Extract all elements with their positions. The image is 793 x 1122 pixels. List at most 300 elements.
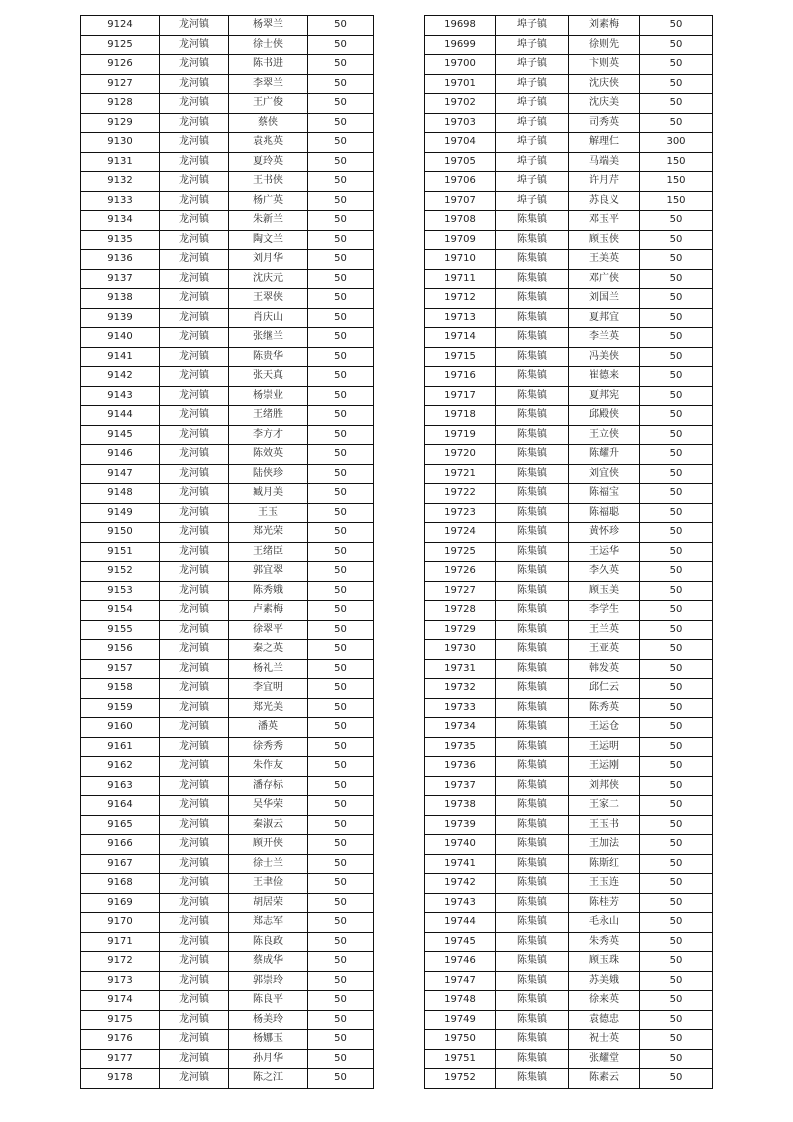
town-cell: 龙河镇 bbox=[160, 562, 229, 582]
id-cell: 9147 bbox=[81, 464, 160, 484]
id-cell: 19724 bbox=[425, 523, 496, 543]
name-cell: 秦之英 bbox=[229, 640, 308, 660]
name-cell: 夏玲英 bbox=[229, 152, 308, 172]
name-cell: 郭宜翠 bbox=[229, 562, 308, 582]
table-row bbox=[81, 542, 374, 562]
table-row bbox=[81, 16, 374, 36]
id-cell: 9158 bbox=[81, 679, 160, 699]
amount-cell: 50 bbox=[308, 523, 374, 543]
name-cell: 陈贵华 bbox=[229, 347, 308, 367]
table-row bbox=[425, 932, 713, 952]
id-cell: 9173 bbox=[81, 971, 160, 991]
town-cell: 陈集镇 bbox=[496, 776, 569, 796]
table-row bbox=[425, 445, 713, 465]
name-cell: 袁德忠 bbox=[569, 1010, 640, 1030]
table-row bbox=[425, 250, 713, 270]
town-cell: 陈集镇 bbox=[496, 952, 569, 972]
id-cell: 19718 bbox=[425, 406, 496, 426]
amount-cell: 50 bbox=[640, 113, 713, 133]
amount-cell: 50 bbox=[308, 386, 374, 406]
id-cell: 9139 bbox=[81, 308, 160, 328]
id-cell: 19698 bbox=[425, 16, 496, 36]
amount-cell: 50 bbox=[308, 269, 374, 289]
name-cell: 朱秀英 bbox=[569, 932, 640, 952]
name-cell: 陈之江 bbox=[229, 1069, 308, 1089]
town-cell: 龙河镇 bbox=[160, 523, 229, 543]
id-cell: 9168 bbox=[81, 874, 160, 894]
name-cell: 刘月华 bbox=[229, 250, 308, 270]
name-cell: 夏邦宪 bbox=[569, 386, 640, 406]
id-cell: 9125 bbox=[81, 35, 160, 55]
town-cell: 龙河镇 bbox=[160, 269, 229, 289]
town-cell: 陈集镇 bbox=[496, 406, 569, 426]
amount-cell: 50 bbox=[640, 386, 713, 406]
name-cell: 蔡成华 bbox=[229, 952, 308, 972]
amount-cell: 50 bbox=[308, 308, 374, 328]
table-row bbox=[81, 991, 374, 1011]
name-cell: 王兰英 bbox=[569, 620, 640, 640]
id-cell: 19711 bbox=[425, 269, 496, 289]
amount-cell: 50 bbox=[640, 230, 713, 250]
name-cell: 李久英 bbox=[569, 562, 640, 582]
table-row bbox=[81, 328, 374, 348]
id-cell: 9131 bbox=[81, 152, 160, 172]
town-cell: 陈集镇 bbox=[496, 640, 569, 660]
id-cell: 19708 bbox=[425, 211, 496, 231]
id-cell: 9128 bbox=[81, 94, 160, 114]
id-cell: 9127 bbox=[81, 74, 160, 94]
id-cell: 19742 bbox=[425, 874, 496, 894]
town-cell: 龙河镇 bbox=[160, 874, 229, 894]
id-cell: 9157 bbox=[81, 659, 160, 679]
town-cell: 陈集镇 bbox=[496, 679, 569, 699]
table-row bbox=[81, 484, 374, 504]
town-cell: 龙河镇 bbox=[160, 425, 229, 445]
amount-cell: 150 bbox=[640, 152, 713, 172]
name-cell: 张耀堂 bbox=[569, 1049, 640, 1069]
amount-cell: 50 bbox=[308, 133, 374, 153]
name-cell: 潘英 bbox=[229, 718, 308, 738]
name-cell: 吴华荣 bbox=[229, 796, 308, 816]
id-cell: 9178 bbox=[81, 1069, 160, 1089]
town-cell: 陈集镇 bbox=[496, 971, 569, 991]
name-cell: 王美英 bbox=[569, 250, 640, 270]
name-cell: 陆侠珍 bbox=[229, 464, 308, 484]
id-cell: 19726 bbox=[425, 562, 496, 582]
town-cell: 龙河镇 bbox=[160, 952, 229, 972]
amount-cell: 50 bbox=[640, 406, 713, 426]
amount-cell: 50 bbox=[640, 620, 713, 640]
name-cell: 胡居荣 bbox=[229, 893, 308, 913]
name-cell: 张继兰 bbox=[229, 328, 308, 348]
amount-cell: 50 bbox=[640, 503, 713, 523]
town-cell: 陈集镇 bbox=[496, 913, 569, 933]
amount-cell: 50 bbox=[308, 191, 374, 211]
name-cell: 崔德来 bbox=[569, 367, 640, 387]
table-row bbox=[425, 191, 713, 211]
amount-cell: 50 bbox=[640, 211, 713, 231]
town-cell: 陈集镇 bbox=[496, 464, 569, 484]
id-cell: 19701 bbox=[425, 74, 496, 94]
amount-cell: 50 bbox=[308, 991, 374, 1011]
amount-cell: 50 bbox=[640, 757, 713, 777]
town-cell: 龙河镇 bbox=[160, 971, 229, 991]
amount-cell: 50 bbox=[640, 269, 713, 289]
name-cell: 王运刚 bbox=[569, 757, 640, 777]
name-cell: 孙月华 bbox=[229, 1049, 308, 1069]
id-cell: 19710 bbox=[425, 250, 496, 270]
amount-cell: 50 bbox=[640, 425, 713, 445]
table-row bbox=[425, 1049, 713, 1069]
amount-cell: 50 bbox=[308, 913, 374, 933]
town-cell: 龙河镇 bbox=[160, 172, 229, 192]
amount-cell: 50 bbox=[308, 445, 374, 465]
town-cell: 陈集镇 bbox=[496, 542, 569, 562]
town-cell: 埠子镇 bbox=[496, 35, 569, 55]
town-cell: 陈集镇 bbox=[496, 659, 569, 679]
id-cell: 19715 bbox=[425, 347, 496, 367]
amount-cell: 50 bbox=[640, 1010, 713, 1030]
table-row bbox=[425, 913, 713, 933]
town-cell: 龙河镇 bbox=[160, 152, 229, 172]
town-cell: 龙河镇 bbox=[160, 464, 229, 484]
id-cell: 19739 bbox=[425, 815, 496, 835]
amount-cell: 50 bbox=[308, 581, 374, 601]
town-cell: 陈集镇 bbox=[496, 1030, 569, 1050]
name-cell: 王立侠 bbox=[569, 425, 640, 445]
name-cell: 王玉 bbox=[229, 503, 308, 523]
table-row bbox=[425, 308, 713, 328]
id-cell: 9161 bbox=[81, 737, 160, 757]
amount-cell: 50 bbox=[640, 562, 713, 582]
name-cell: 邓广侠 bbox=[569, 269, 640, 289]
table-row bbox=[425, 386, 713, 406]
table-row bbox=[81, 347, 374, 367]
table-row bbox=[81, 464, 374, 484]
town-cell: 陈集镇 bbox=[496, 250, 569, 270]
amount-cell: 50 bbox=[308, 893, 374, 913]
name-cell: 顾开侠 bbox=[229, 835, 308, 855]
table-row bbox=[425, 854, 713, 874]
id-cell: 9146 bbox=[81, 445, 160, 465]
id-cell: 19749 bbox=[425, 1010, 496, 1030]
name-cell: 肖庆山 bbox=[229, 308, 308, 328]
amount-cell: 50 bbox=[308, 406, 374, 426]
table-row bbox=[81, 640, 374, 660]
id-cell: 19737 bbox=[425, 776, 496, 796]
id-cell: 9140 bbox=[81, 328, 160, 348]
town-cell: 龙河镇 bbox=[160, 250, 229, 270]
id-cell: 9153 bbox=[81, 581, 160, 601]
amount-cell: 50 bbox=[308, 113, 374, 133]
name-cell: 王运华 bbox=[569, 542, 640, 562]
table-row bbox=[81, 971, 374, 991]
id-cell: 9150 bbox=[81, 523, 160, 543]
name-cell: 蔡侠 bbox=[229, 113, 308, 133]
id-cell: 19736 bbox=[425, 757, 496, 777]
name-cell: 邓玉平 bbox=[569, 211, 640, 231]
name-cell: 顾玉美 bbox=[569, 581, 640, 601]
table-row bbox=[81, 737, 374, 757]
amount-cell: 50 bbox=[640, 874, 713, 894]
amount-cell: 50 bbox=[640, 35, 713, 55]
id-cell: 19719 bbox=[425, 425, 496, 445]
town-cell: 龙河镇 bbox=[160, 679, 229, 699]
amount-cell: 50 bbox=[308, 698, 374, 718]
town-cell: 龙河镇 bbox=[160, 113, 229, 133]
amount-cell: 50 bbox=[640, 698, 713, 718]
town-cell: 龙河镇 bbox=[160, 211, 229, 231]
amount-cell: 50 bbox=[640, 445, 713, 465]
name-cell: 徐士兰 bbox=[229, 854, 308, 874]
town-cell: 陈集镇 bbox=[496, 698, 569, 718]
name-cell: 潘存标 bbox=[229, 776, 308, 796]
name-cell: 臧月美 bbox=[229, 484, 308, 504]
table-row bbox=[81, 874, 374, 894]
town-cell: 龙河镇 bbox=[160, 289, 229, 309]
name-cell: 沈庆元 bbox=[229, 269, 308, 289]
town-cell: 埠子镇 bbox=[496, 172, 569, 192]
table-row bbox=[81, 289, 374, 309]
town-cell: 龙河镇 bbox=[160, 1030, 229, 1050]
table-row bbox=[81, 815, 374, 835]
amount-cell: 50 bbox=[640, 640, 713, 660]
id-cell: 9176 bbox=[81, 1030, 160, 1050]
amount-cell: 50 bbox=[308, 874, 374, 894]
town-cell: 龙河镇 bbox=[160, 1069, 229, 1089]
amount-cell: 50 bbox=[308, 425, 374, 445]
town-cell: 陈集镇 bbox=[496, 1049, 569, 1069]
table-row bbox=[425, 718, 713, 738]
town-cell: 陈集镇 bbox=[496, 874, 569, 894]
id-cell: 9144 bbox=[81, 406, 160, 426]
table-row bbox=[425, 1069, 713, 1089]
town-cell: 陈集镇 bbox=[496, 367, 569, 387]
id-cell: 19735 bbox=[425, 737, 496, 757]
table-row bbox=[425, 16, 713, 36]
town-cell: 陈集镇 bbox=[496, 854, 569, 874]
table-row bbox=[425, 172, 713, 192]
id-cell: 19746 bbox=[425, 952, 496, 972]
town-cell: 龙河镇 bbox=[160, 601, 229, 621]
name-cell: 韩发英 bbox=[569, 659, 640, 679]
table-row bbox=[81, 776, 374, 796]
town-cell: 陈集镇 bbox=[496, 308, 569, 328]
town-cell: 龙河镇 bbox=[160, 328, 229, 348]
table-row bbox=[81, 523, 374, 543]
id-cell: 9169 bbox=[81, 893, 160, 913]
id-cell: 19699 bbox=[425, 35, 496, 55]
amount-cell: 150 bbox=[640, 191, 713, 211]
amount-cell: 50 bbox=[640, 308, 713, 328]
id-cell: 9163 bbox=[81, 776, 160, 796]
id-cell: 19707 bbox=[425, 191, 496, 211]
amount-cell: 50 bbox=[308, 679, 374, 699]
amount-cell: 50 bbox=[640, 737, 713, 757]
amount-cell: 50 bbox=[640, 952, 713, 972]
name-cell: 王聿俭 bbox=[229, 874, 308, 894]
name-cell: 顾玉侠 bbox=[569, 230, 640, 250]
town-cell: 陈集镇 bbox=[496, 815, 569, 835]
amount-cell: 50 bbox=[640, 484, 713, 504]
table-row bbox=[425, 113, 713, 133]
amount-cell: 50 bbox=[640, 601, 713, 621]
id-cell: 19750 bbox=[425, 1030, 496, 1050]
id-cell: 19725 bbox=[425, 542, 496, 562]
table-row bbox=[81, 269, 374, 289]
amount-cell: 50 bbox=[640, 1030, 713, 1050]
town-cell: 龙河镇 bbox=[160, 16, 229, 36]
amount-cell: 50 bbox=[640, 796, 713, 816]
id-cell: 19732 bbox=[425, 679, 496, 699]
id-cell: 9124 bbox=[81, 16, 160, 36]
amount-cell: 50 bbox=[308, 503, 374, 523]
town-cell: 龙河镇 bbox=[160, 698, 229, 718]
id-cell: 9175 bbox=[81, 1010, 160, 1030]
id-cell: 9151 bbox=[81, 542, 160, 562]
name-cell: 杨翠兰 bbox=[229, 16, 308, 36]
name-cell: 王运明 bbox=[569, 737, 640, 757]
town-cell: 埠子镇 bbox=[496, 94, 569, 114]
table-row bbox=[425, 562, 713, 582]
id-cell: 19740 bbox=[425, 835, 496, 855]
right-data-table bbox=[424, 15, 713, 1089]
amount-cell: 50 bbox=[308, 250, 374, 270]
name-cell: 郭崇玲 bbox=[229, 971, 308, 991]
table-row bbox=[425, 991, 713, 1011]
table-row bbox=[425, 893, 713, 913]
id-cell: 9141 bbox=[81, 347, 160, 367]
id-cell: 19729 bbox=[425, 620, 496, 640]
id-cell: 19703 bbox=[425, 113, 496, 133]
name-cell: 王翠侠 bbox=[229, 289, 308, 309]
name-cell: 刘邦侠 bbox=[569, 776, 640, 796]
town-cell: 龙河镇 bbox=[160, 640, 229, 660]
amount-cell: 50 bbox=[308, 35, 374, 55]
amount-cell: 50 bbox=[640, 679, 713, 699]
amount-cell: 50 bbox=[640, 464, 713, 484]
town-cell: 陈集镇 bbox=[496, 328, 569, 348]
town-cell: 陈集镇 bbox=[496, 737, 569, 757]
amount-cell: 50 bbox=[308, 815, 374, 835]
id-cell: 9130 bbox=[81, 133, 160, 153]
name-cell: 黄怀珍 bbox=[569, 523, 640, 543]
town-cell: 龙河镇 bbox=[160, 893, 229, 913]
amount-cell: 50 bbox=[640, 1049, 713, 1069]
name-cell: 陈书进 bbox=[229, 55, 308, 75]
name-cell: 陈良平 bbox=[229, 991, 308, 1011]
name-cell: 刘宜侠 bbox=[569, 464, 640, 484]
table-row bbox=[81, 94, 374, 114]
name-cell: 王书侠 bbox=[229, 172, 308, 192]
name-cell: 王玉书 bbox=[569, 815, 640, 835]
table-row bbox=[425, 815, 713, 835]
name-cell: 陈效英 bbox=[229, 445, 308, 465]
table-row bbox=[81, 445, 374, 465]
town-cell: 陈集镇 bbox=[496, 289, 569, 309]
town-cell: 龙河镇 bbox=[160, 191, 229, 211]
table-row bbox=[81, 796, 374, 816]
town-cell: 龙河镇 bbox=[160, 367, 229, 387]
name-cell: 冯美侠 bbox=[569, 347, 640, 367]
id-cell: 19709 bbox=[425, 230, 496, 250]
id-cell: 19752 bbox=[425, 1069, 496, 1089]
id-cell: 9135 bbox=[81, 230, 160, 250]
table-row bbox=[425, 74, 713, 94]
town-cell: 陈集镇 bbox=[496, 386, 569, 406]
table-row bbox=[425, 874, 713, 894]
town-cell: 陈集镇 bbox=[496, 1069, 569, 1089]
table-row bbox=[425, 94, 713, 114]
amount-cell: 50 bbox=[308, 1069, 374, 1089]
id-cell: 19713 bbox=[425, 308, 496, 328]
id-cell: 19747 bbox=[425, 971, 496, 991]
table-row bbox=[425, 425, 713, 445]
table-row bbox=[425, 464, 713, 484]
id-cell: 9155 bbox=[81, 620, 160, 640]
name-cell: 王运仓 bbox=[569, 718, 640, 738]
amount-cell: 50 bbox=[640, 74, 713, 94]
table-row bbox=[425, 211, 713, 231]
amount-cell: 50 bbox=[308, 1030, 374, 1050]
amount-cell: 50 bbox=[308, 776, 374, 796]
amount-cell: 50 bbox=[308, 835, 374, 855]
town-cell: 陈集镇 bbox=[496, 893, 569, 913]
town-cell: 陈集镇 bbox=[496, 932, 569, 952]
name-cell: 徐来英 bbox=[569, 991, 640, 1011]
name-cell: 邱仁云 bbox=[569, 679, 640, 699]
name-cell: 卞则英 bbox=[569, 55, 640, 75]
town-cell: 龙河镇 bbox=[160, 796, 229, 816]
id-cell: 19748 bbox=[425, 991, 496, 1011]
table-row bbox=[425, 152, 713, 172]
name-cell: 陈秀英 bbox=[569, 698, 640, 718]
amount-cell: 50 bbox=[308, 737, 374, 757]
amount-cell: 50 bbox=[640, 854, 713, 874]
table-row bbox=[81, 74, 374, 94]
id-cell: 9167 bbox=[81, 854, 160, 874]
id-cell: 9137 bbox=[81, 269, 160, 289]
amount-cell: 50 bbox=[308, 16, 374, 36]
id-cell: 9156 bbox=[81, 640, 160, 660]
amount-cell: 50 bbox=[308, 620, 374, 640]
id-cell: 9166 bbox=[81, 835, 160, 855]
id-cell: 19704 bbox=[425, 133, 496, 153]
id-cell: 9164 bbox=[81, 796, 160, 816]
town-cell: 陈集镇 bbox=[496, 1010, 569, 1030]
table-row bbox=[81, 581, 374, 601]
table-row bbox=[81, 503, 374, 523]
town-cell: 龙河镇 bbox=[160, 776, 229, 796]
amount-cell: 50 bbox=[640, 815, 713, 835]
name-cell: 张天真 bbox=[229, 367, 308, 387]
table-row bbox=[425, 971, 713, 991]
table-row bbox=[425, 737, 713, 757]
id-cell: 9138 bbox=[81, 289, 160, 309]
table-row bbox=[81, 211, 374, 231]
amount-cell: 50 bbox=[308, 74, 374, 94]
table-row bbox=[425, 679, 713, 699]
amount-cell: 50 bbox=[308, 562, 374, 582]
table-row bbox=[425, 328, 713, 348]
name-cell: 杨美玲 bbox=[229, 1010, 308, 1030]
name-cell: 郑志军 bbox=[229, 913, 308, 933]
table-row bbox=[81, 308, 374, 328]
amount-cell: 50 bbox=[308, 932, 374, 952]
table-row bbox=[425, 484, 713, 504]
amount-cell: 50 bbox=[308, 757, 374, 777]
amount-cell: 50 bbox=[640, 347, 713, 367]
